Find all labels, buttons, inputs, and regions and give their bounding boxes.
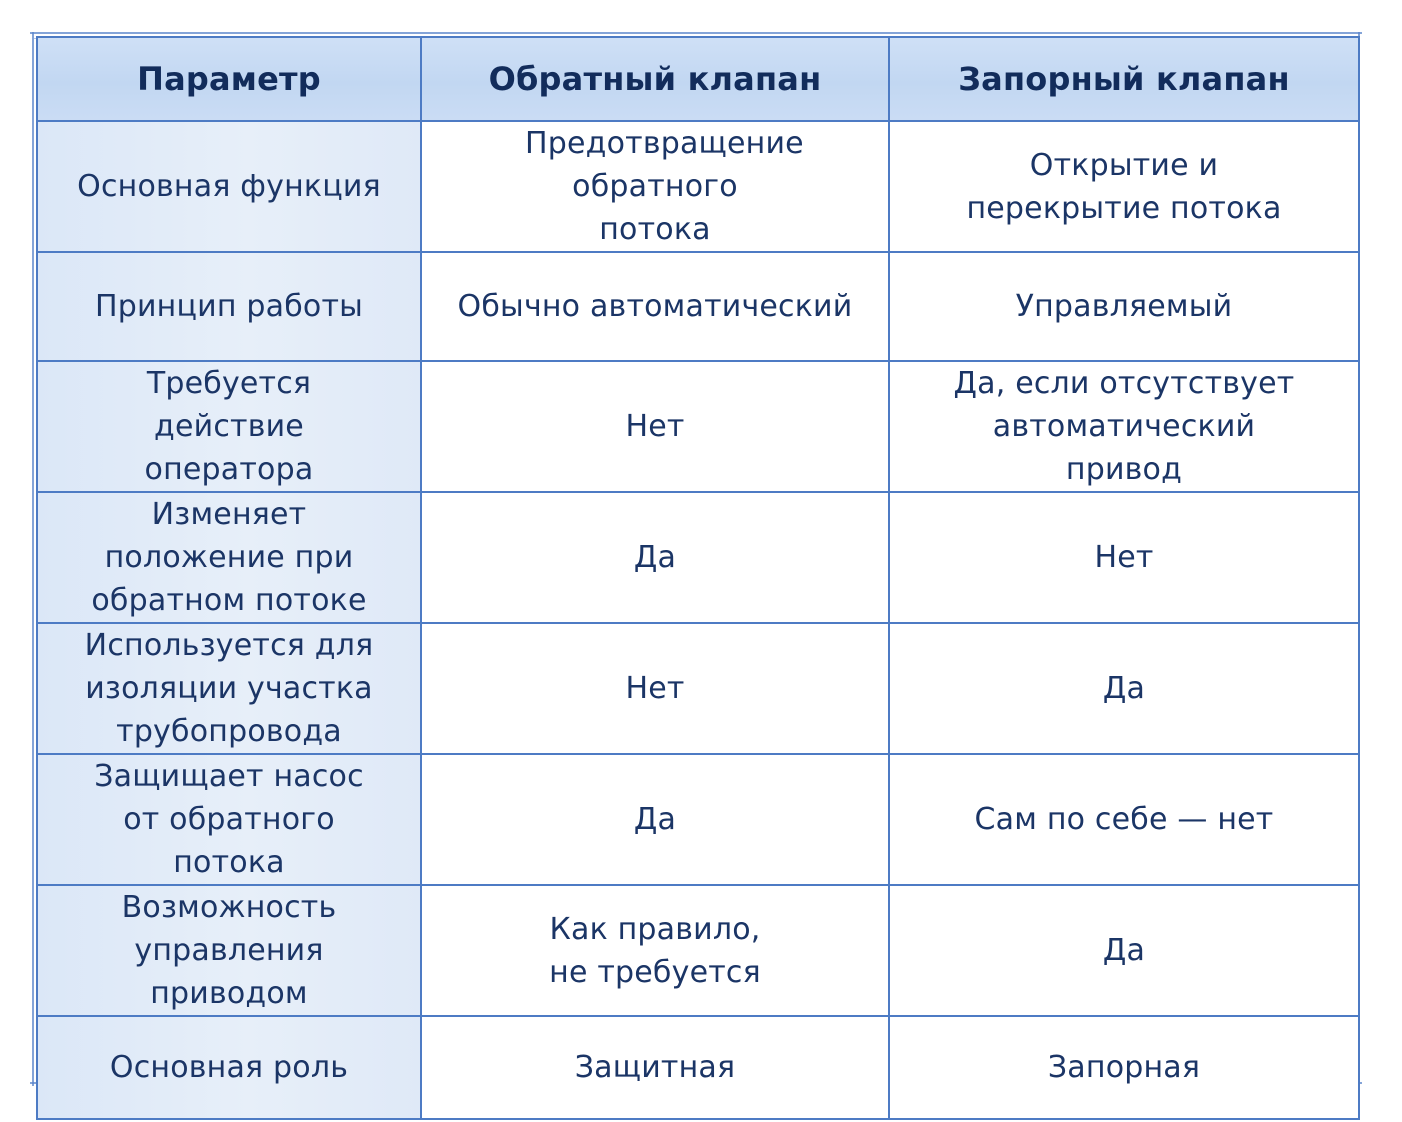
table-row	[37, 252, 1359, 361]
shutoff-valve-value: Управляемый	[1015, 289, 1233, 324]
shutoff-valve-cell	[889, 754, 1359, 885]
table-row	[37, 361, 1359, 492]
shutoff-valve-cell	[889, 361, 1359, 492]
shutoff-valve-value: Да, если отсутствует автоматический привод	[953, 366, 1295, 487]
check-valve-cell	[421, 885, 889, 1016]
check-valve-cell	[421, 121, 889, 252]
shutoff-valve-cell	[889, 492, 1359, 623]
table-row	[37, 1016, 1359, 1119]
param-cell	[37, 623, 421, 754]
check-valve-value: Предотвращение обратного потока	[525, 126, 804, 247]
frame-left-line	[32, 32, 34, 1086]
check-valve-cell	[421, 1016, 889, 1119]
header-shutoff-valve: Запорный клапан	[889, 37, 1359, 121]
table-row	[37, 885, 1359, 1016]
check-valve-value: Нет	[625, 671, 685, 706]
param-label: Используется для изоляции участка трубопровода	[84, 628, 374, 749]
check-valve-value: Да	[633, 540, 677, 575]
check-valve-cell	[421, 252, 889, 361]
param-cell	[37, 252, 421, 361]
header-check-valve: Обратный клапан	[421, 37, 889, 121]
header-parameter: Параметр	[37, 37, 421, 121]
check-valve-cell	[421, 361, 889, 492]
check-valve-value: Как правило, не требуется	[549, 911, 761, 990]
param-label: Защищает насос от обратного потока	[94, 759, 364, 880]
shutoff-valve-cell	[889, 1016, 1359, 1119]
shutoff-valve-value: Открытие и перекрытие потока	[966, 147, 1282, 226]
check-valve-value: Защитная	[574, 1050, 736, 1085]
shutoff-valve-value: Сам по себе — нет	[974, 802, 1274, 837]
shutoff-valve-cell	[889, 623, 1359, 754]
param-cell	[37, 754, 421, 885]
param-label: Основная роль	[109, 1050, 349, 1085]
param-label: Изменяет положение при обратном потоке	[91, 497, 367, 618]
check-valve-cell	[421, 754, 889, 885]
shutoff-valve-value: Запорная	[1047, 1050, 1201, 1085]
check-valve-cell	[421, 623, 889, 754]
check-valve-value: Обычно автоматический	[457, 289, 853, 324]
check-valve-value: Да	[633, 802, 677, 837]
param-cell	[37, 361, 421, 492]
check-valve-value: Нет	[625, 409, 685, 444]
check-valve-cell	[421, 492, 889, 623]
table-row	[37, 623, 1359, 754]
table-row	[37, 492, 1359, 623]
shutoff-valve-cell	[889, 885, 1359, 1016]
frame-top-line	[30, 32, 1362, 34]
param-cell	[37, 885, 421, 1016]
param-cell	[37, 492, 421, 623]
shutoff-valve-cell	[889, 252, 1359, 361]
table-row	[37, 121, 1359, 252]
shutoff-valve-value: Да	[1102, 933, 1146, 968]
param-cell	[37, 1016, 421, 1119]
param-cell	[37, 121, 421, 252]
param-label: Требуется действие оператора	[144, 366, 314, 487]
header-row	[37, 37, 1359, 121]
shutoff-valve-value: Да	[1102, 671, 1146, 706]
shutoff-valve-value: Нет	[1094, 540, 1154, 575]
valve-comparison-table	[36, 36, 1360, 1120]
shutoff-valve-cell	[889, 121, 1359, 252]
param-label: Основная функция	[77, 169, 381, 204]
table-row	[37, 754, 1359, 885]
param-label: Принцип работы	[94, 289, 364, 324]
comparison-sheet	[30, 32, 1362, 1086]
param-label: Возможность управления приводом	[121, 890, 337, 1011]
